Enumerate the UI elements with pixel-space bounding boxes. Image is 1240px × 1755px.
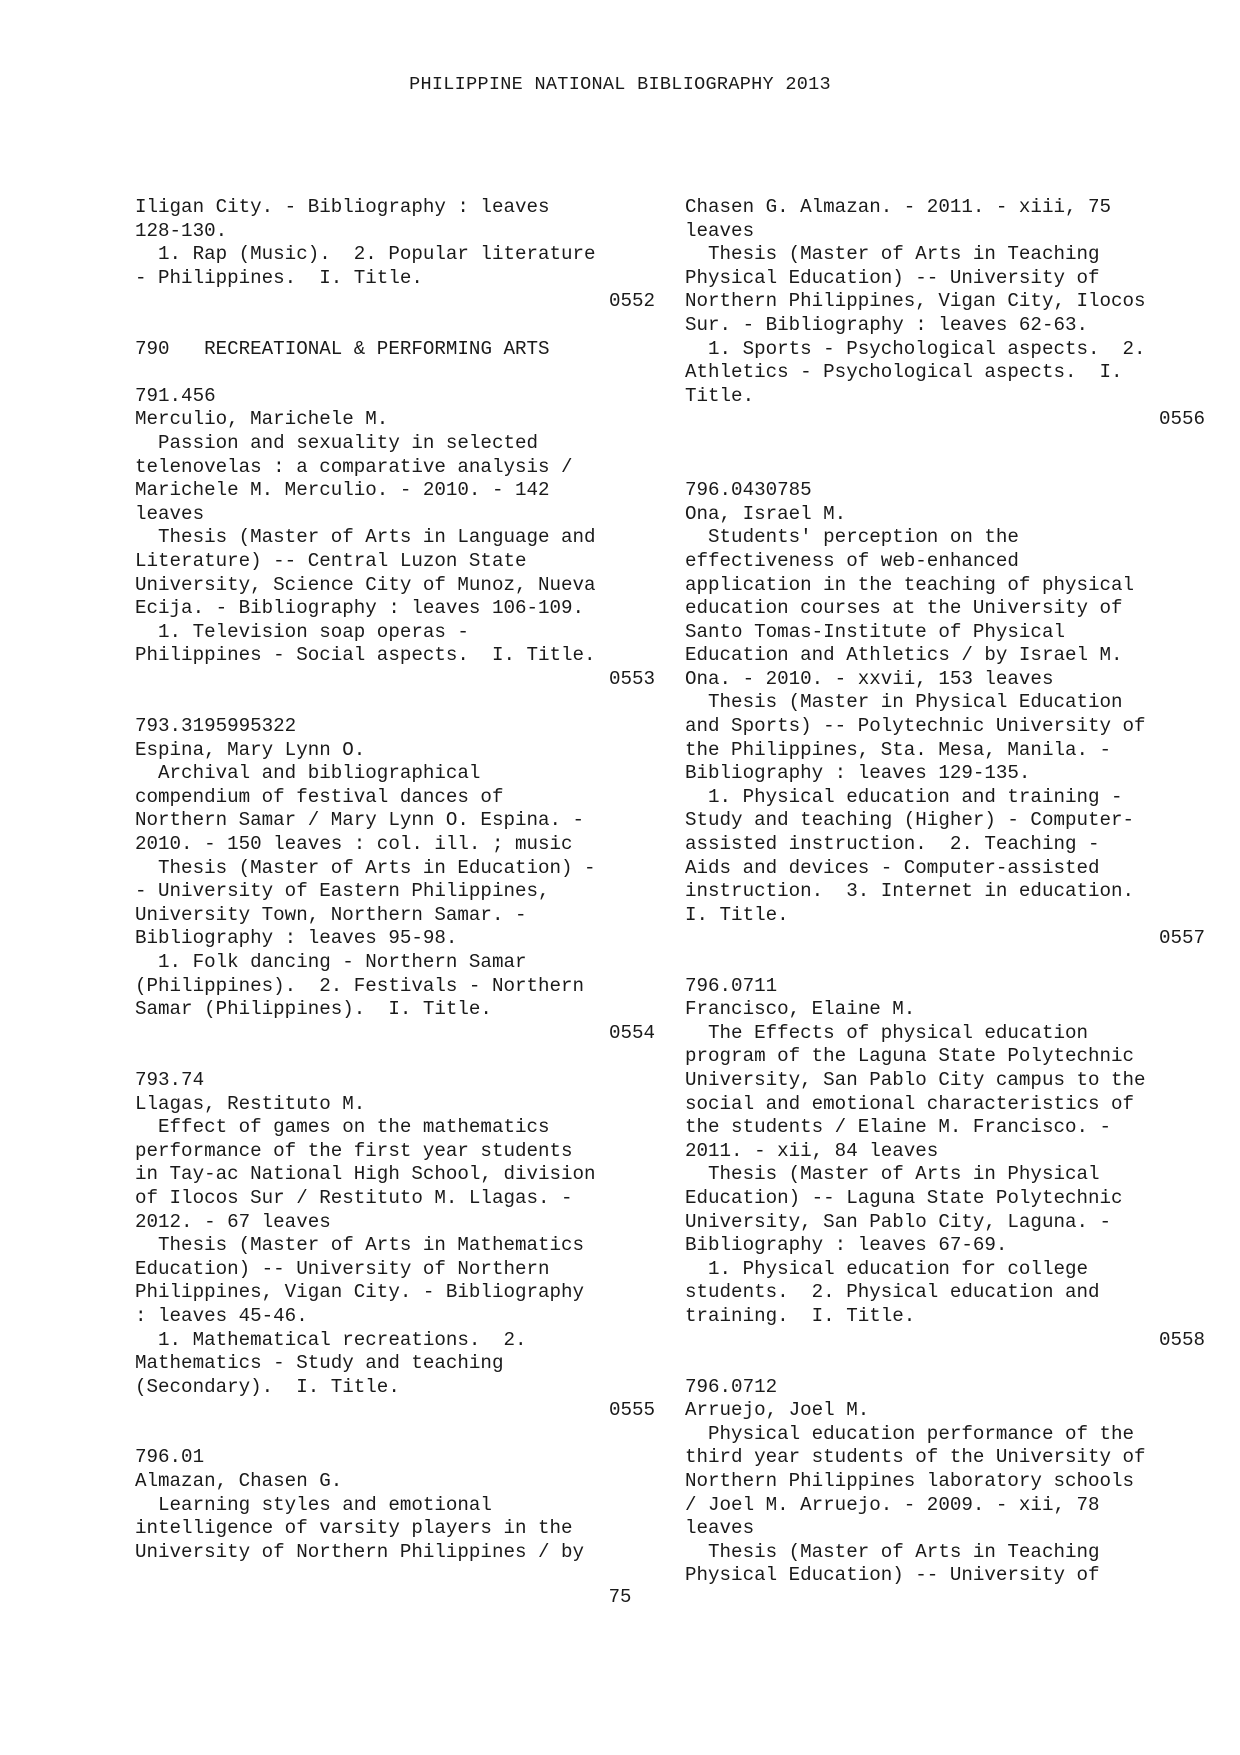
entry-line: Education) -- Laguna State Polytechnic xyxy=(685,1186,1123,1209)
bibliography-entry xyxy=(135,1069,655,1423)
page-header: PHILIPPINE NATIONAL BIBLIOGRAPHY 2013 xyxy=(409,74,831,95)
entry-line: University, San Pablo City campus to the xyxy=(685,1068,1146,1091)
continued-entry xyxy=(685,196,1205,432)
call-number: 793.3195995322 xyxy=(135,715,297,738)
entry-line: Literature) -- Central Luzon State xyxy=(135,549,527,572)
entry-line: in Tay-ac National High School, division xyxy=(135,1163,596,1186)
entry-number: 0552 xyxy=(608,290,655,313)
entry-line: program of the Laguna State Polytechnic xyxy=(685,1045,1135,1068)
entry-line: Santo Tomas-Institute of Physical xyxy=(685,620,1065,643)
entry-line: 1. Rap (Music). 2. Popular literature xyxy=(135,243,596,266)
entry-line: University, San Pablo City, Laguna. - xyxy=(685,1210,1112,1233)
entry-number: 0558 xyxy=(1158,1328,1205,1351)
entry-line: Marichele M. Merculio. - 2010. - 142 xyxy=(135,479,550,502)
call-number: 796.0430785 xyxy=(685,479,812,502)
entry-line: (Secondary). I. Title. xyxy=(135,1375,400,1398)
entry-line: Iligan City. - Bibliography : leaves xyxy=(135,196,550,218)
entry-line: - Philippines. I. Title. xyxy=(135,266,423,289)
entry-line: Physical Education) -- University of xyxy=(685,266,1100,289)
author: Ona, Israel M. xyxy=(685,502,847,525)
entry-line: Title. xyxy=(685,384,755,407)
page-number: 75 xyxy=(608,1586,632,1608)
entry-line: Passion and sexuality in selected xyxy=(135,431,539,454)
entry-line: third year students of the University of xyxy=(685,1446,1146,1469)
call-number: 796.01 xyxy=(135,1446,205,1469)
entry-line: compendium of festival dances of xyxy=(135,785,504,808)
entry-line: 128-130. xyxy=(135,219,228,242)
entry-line: University Town, Northern Samar. - xyxy=(135,903,527,926)
left-column xyxy=(135,196,655,1564)
entry-line: / Joel M. Arruejo. - 2009. - xii, 78 xyxy=(685,1493,1100,1516)
entry-line: Study and teaching (Higher) - Computer- xyxy=(685,809,1135,832)
entry-line: Thesis (Master of Arts in Physical xyxy=(685,1163,1100,1186)
author: Almazan, Chasen G. xyxy=(135,1470,343,1493)
entry-number: 0556 xyxy=(1158,408,1205,431)
entry-line: Education and Athletics / by Israel M. xyxy=(685,644,1123,667)
entry-line: Bibliography : leaves 67-69. xyxy=(685,1234,1008,1257)
entry-line: 1. Mathematical recreations. 2. xyxy=(135,1328,527,1351)
entry-line: - University of Eastern Philippines, xyxy=(135,880,550,903)
entry-line: application in the teaching of physical xyxy=(685,573,1135,596)
entry-line: Learning styles and emotional xyxy=(135,1493,492,1516)
bibliography-entry xyxy=(685,975,1205,1353)
entry-line: telenovelas : a comparative analysis / xyxy=(135,455,573,478)
entry-line: the students / Elaine M. Francisco. - xyxy=(685,1116,1112,1139)
entry-line: Mathematics - Study and teaching xyxy=(135,1352,504,1375)
entry-line: Thesis (Master of Arts in Language and xyxy=(135,526,596,549)
author: Merculio, Marichele M. xyxy=(135,408,389,431)
continued-entry xyxy=(135,196,655,314)
entry-line: Samar (Philippines). I. Title. xyxy=(135,998,492,1021)
entry-line: Philippines - Social aspects. I. Title. xyxy=(135,644,596,667)
entry-line: I. Title. xyxy=(685,903,789,926)
entry-line: University of Northern Philippines / by xyxy=(135,1540,585,1563)
author: Llagas, Restituto M. xyxy=(135,1092,366,1115)
entry-line: Sur. - Bibliography : leaves 62-63. xyxy=(685,313,1089,336)
entry-line: leaves xyxy=(685,219,755,242)
right-column xyxy=(685,196,1205,1588)
entry-line: 2012. - 67 leaves xyxy=(135,1210,331,1233)
entry-line: Education) -- University of Northern xyxy=(135,1257,550,1280)
entry-line: 1. Folk dancing - Northern Samar xyxy=(135,951,527,973)
entry-line: Bibliography : leaves 129-135. xyxy=(685,762,1031,785)
bibliography-entry xyxy=(135,1446,655,1564)
call-number: 793.74 xyxy=(135,1068,205,1091)
entry-line: Ona. - 2010. - xxvii, 153 leaves xyxy=(685,667,1054,690)
entry-line: leaves xyxy=(135,502,205,525)
entry-line: Thesis (Master in Physical Education xyxy=(685,691,1123,714)
entry-line: Students' perception on the xyxy=(685,526,1019,549)
entry-line: Bibliography : leaves 95-98. xyxy=(135,927,458,950)
entry-line: performance of the first year students xyxy=(135,1139,573,1162)
entry-line: Thesis (Master of Arts in Mathematics xyxy=(135,1234,585,1257)
entry-line: Archival and bibliographical xyxy=(135,762,481,785)
section-heading xyxy=(135,338,655,362)
entry-number: 0555 xyxy=(608,1399,655,1422)
author: Francisco, Elaine M. xyxy=(685,998,916,1021)
entry-line: Philippines, Vigan City. - Bibliography xyxy=(135,1281,585,1304)
entry-line: social and emotional characteristics of xyxy=(685,1092,1135,1115)
entry-line: intelligence of varsity players in the xyxy=(135,1517,573,1540)
entry-line: instruction. 3. Internet in education. xyxy=(685,880,1135,903)
entry-line: education courses at the University of xyxy=(685,597,1123,620)
entry-line: Northern Philippines laboratory schools xyxy=(685,1470,1135,1493)
entry-line: Northern Samar / Mary Lynn O. Espina. - xyxy=(135,809,585,832)
entry-line: : leaves 45-46. xyxy=(135,1304,308,1327)
call-number: 796.0711 xyxy=(685,974,778,997)
entry-line: Athletics - Psychological aspects. I. xyxy=(685,361,1123,384)
entry-line: Chasen G. Almazan. - 2011. - xiii, 75 xyxy=(685,196,1112,218)
entry-line: 1. Sports - Psychological aspects. 2. xyxy=(685,337,1146,360)
entry-line: Ecija. - Bibliography : leaves 106-109. xyxy=(135,597,585,620)
bibliography-entry xyxy=(685,1376,1205,1588)
author: Arruejo, Joel M. xyxy=(685,1399,870,1422)
entry-line: Aids and devices - Computer-assisted xyxy=(685,856,1100,879)
call-number: 791.456 xyxy=(135,384,216,407)
entry-number: 0553 xyxy=(608,667,655,690)
entry-line: 2010. - 150 leaves : col. ill. ; music xyxy=(135,833,573,856)
entry-line: 2011. - xii, 84 leaves xyxy=(685,1139,939,1162)
entry-line: and Sports) -- Polytechnic University of xyxy=(685,715,1146,738)
section-title: RECREATIONAL & PERFORMING ARTS xyxy=(204,337,550,360)
bibliography-entry xyxy=(685,479,1205,951)
author: Espina, Mary Lynn O. xyxy=(135,738,366,761)
entry-line: (Philippines). 2. Festivals - Northern xyxy=(135,974,585,997)
entry-line: 1. Physical education for college xyxy=(685,1257,1089,1280)
bibliography-entry xyxy=(135,385,655,692)
entry-line: students. 2. Physical education and xyxy=(685,1281,1100,1304)
entry-line: The Effects of physical education xyxy=(685,1021,1089,1044)
entry-number: 0557 xyxy=(1158,927,1205,950)
entry-line: University, Science City of Munoz, Nueva xyxy=(135,573,596,596)
entry-line: the Philippines, Sta. Mesa, Manila. - xyxy=(685,738,1112,761)
entry-line: assisted instruction. 2. Teaching - xyxy=(685,833,1100,856)
entry-line: Thesis (Master of Arts in Teaching xyxy=(685,1540,1100,1563)
entry-line: Effect of games on the mathematics xyxy=(135,1116,550,1139)
bibliography-entry xyxy=(135,715,655,1045)
entry-line: effectiveness of web-enhanced xyxy=(685,549,1019,572)
entry-line: Thesis (Master of Arts in Education) - xyxy=(135,856,596,879)
entry-line: leaves xyxy=(685,1517,755,1540)
section-code: 790 xyxy=(135,337,170,360)
call-number: 796.0712 xyxy=(685,1375,778,1398)
entry-line: of Ilocos Sur / Restituto M. Llagas. - xyxy=(135,1186,573,1209)
entry-line: Northern Philippines, Vigan City, Ilocos xyxy=(685,290,1146,313)
entry-line: training. I. Title. xyxy=(685,1304,916,1327)
entry-line: 1. Television soap operas - xyxy=(135,620,469,643)
entry-number: 0554 xyxy=(608,1021,655,1044)
entry-line: Thesis (Master of Arts in Teaching xyxy=(685,243,1100,266)
entry-line: Physical education performance of the xyxy=(685,1422,1135,1445)
entry-line: 1. Physical education and training - xyxy=(685,785,1123,808)
entry-line: Physical Education) -- University of xyxy=(685,1564,1100,1587)
